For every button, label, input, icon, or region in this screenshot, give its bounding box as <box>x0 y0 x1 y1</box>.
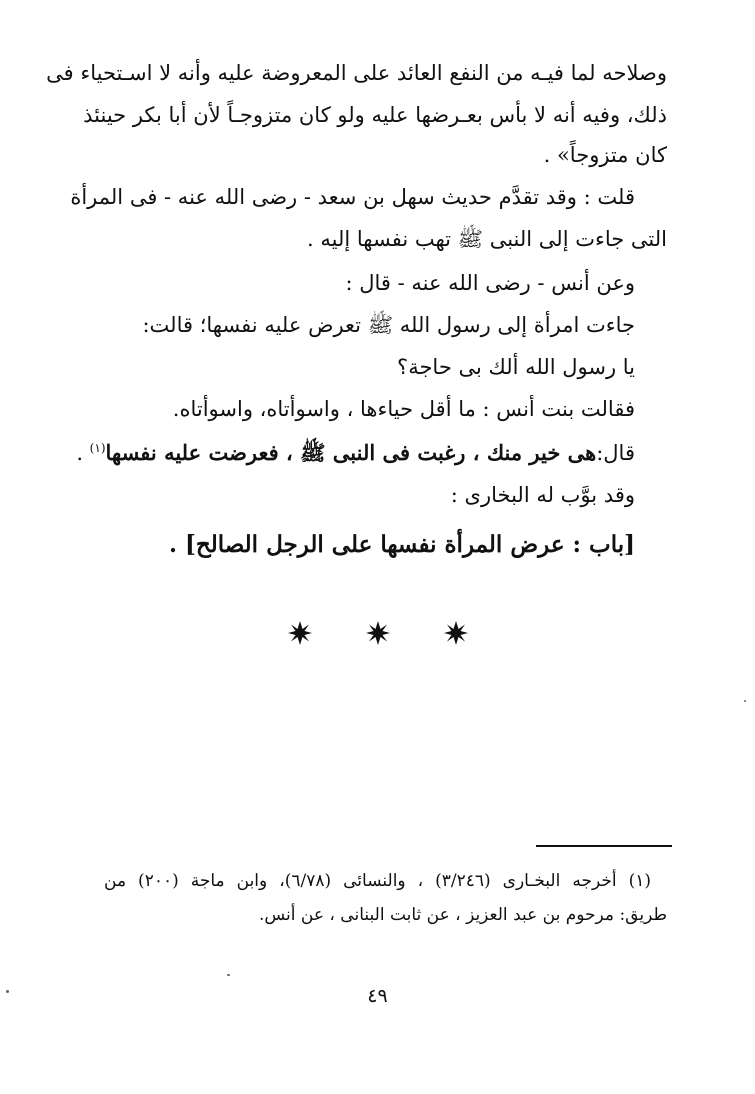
body-line-5: التى جاءت إلى النبى ﷺ تهب نفسها إليه . <box>307 227 667 251</box>
footnote-ref: (١) <box>89 441 106 455</box>
body-line-6: وعن أنس - رضى الله عنه - قال : <box>345 271 635 295</box>
body-line-4: قلت : وقد تقدَّم حديث سهل بن سعد - رضى الله عنه - فى المرأة <box>70 185 635 209</box>
star-ornament-icon <box>443 620 469 646</box>
body-line-2: ذلك، وفيه أنه لا بأس بعـرضها عليه ولو كان متزوجـاً لأن أبا بكر حينئذ <box>83 103 667 127</box>
star-ornament-icon <box>365 620 391 646</box>
quote-prefix: قال: <box>596 441 635 465</box>
body-line-1: وصلاحه لما فيـه من النفع العائد على المعروضة عليه وأنه لا اسـتحياء فى <box>46 61 667 85</box>
quote-bold-text: هى خير منك ، رغبت فى النبى ﷺ ، فعرضت عليه نفسها <box>105 440 597 465</box>
quote-suffix: . <box>76 441 90 465</box>
quote-line <box>76 438 635 468</box>
body-line-7: جاءت امرأة إلى رسول الله ﷺ تعرض عليه نفسها؛ قالت: <box>142 313 635 337</box>
scan-speck <box>227 974 230 976</box>
page-number: ٤٩ <box>367 985 388 1007</box>
star-ornament-icon <box>287 620 313 646</box>
body-line-9: فقالت بنت أنس : ما أقل حياءها ، واسوأتاه، واسوأتاه. <box>172 397 635 421</box>
chapter-title: [باب : عرض المرأة نفسها على الرجل الصالح] . <box>168 531 635 558</box>
scan-speck <box>744 700 746 702</box>
separator <box>0 620 755 650</box>
footnote-rule <box>536 845 672 847</box>
body-line-3: كان متزوجاً» . <box>543 143 667 167</box>
footnote-line-1: (١) أخرجه البخـارى (٣/٢٤٦) ، والنسائى (٦/٧٨)، وابن ماجة (٢٠٠) من <box>104 871 651 891</box>
footnote-line-2: طريق: مرحوم بن عبد العزيز ، عن ثابت البنانى ، عن أنس. <box>258 905 667 925</box>
scan-speck <box>6 990 9 993</box>
body-line-8: يا رسول الله ألك بى حاجة؟ <box>397 355 635 379</box>
body-line-10: وقد بوَّب له البخارى : <box>450 483 635 507</box>
